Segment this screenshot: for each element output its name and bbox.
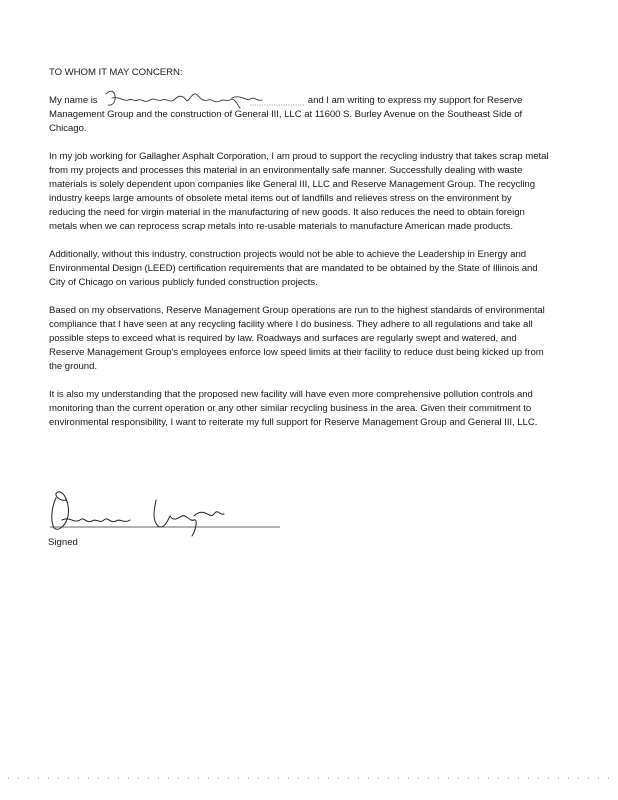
- paragraph-recycling-support: In my job working for Gallagher Asphalt Corporation, I am proud to support the recycling industry that takes scrap metal from my projects and processes this material in an environmentally safe manner. Successfully dealing with waste materials is solely dependent upon companies like General III, LLC and Reserve Management Group. The recycling industry keeps large amounts of obsolete metal items out of landfills and relieves stress on the environment by reducing the need for virgin material in the manufacturing of new goods. It also reduces the need to obtain foreign metals when we can reprocess scrap metals into re-usable materials to manufacture American made products.: [49, 151, 549, 232]
- intro-suffix: and I am writing to express my support: [307, 95, 471, 106]
- paragraph-leed-certification: Additionally, without this industry, construction projects would not be able to achieve the Leadership in Energy and Environmental Design (LEED) certification requirements that are mandated to be obtained by the State of Illinois and City of Chicago on various publicly funded construction projects.: [49, 249, 538, 288]
- signed-label: Signed: [48, 537, 78, 548]
- signature-block: [44, 486, 284, 556]
- paragraph-new-facility: It is also my understanding that the proposed new facility will have even more comprehensive pollution controls and monitoring than the current operation or any other similar recycling business in the area. Given their commitment to environmental responsibility, I want to reiterate my full support for Reserve Management Group and General III, LLC.: [49, 389, 538, 428]
- paragraph-environmental-compliance: Based on my observations, Reserve Management Group operations are run to the highest standards of environmental compliance that I have seen at any recycling facility where I do business. They adhere to all regulations and take all possible steps to exceed what is required by law. Roadways and surfaces are regularly swept and watered, and Reserve Management Group's employees enforce low speed limits at their facility to reduce dust being kicked up from the ground.: [49, 305, 545, 372]
- intro-paragraph: [49, 94, 549, 136]
- intro-rest: for Reserve Management Group and the construction of General III, LLC at 11600 S. Burley Avenue on the Southeast Side of Chicago.: [49, 95, 523, 134]
- handwritten-signature-image: [44, 486, 284, 538]
- scan-edge-artifact: [0, 776, 618, 780]
- inline-signature-name: [100, 94, 305, 108]
- intro-line: [49, 95, 473, 106]
- letter-body: [49, 66, 549, 444]
- salutation: TO WHOM IT MAY CONCERN:: [49, 67, 183, 78]
- handwritten-name-image: [100, 88, 305, 110]
- intro-prefix: My name is: [49, 95, 98, 106]
